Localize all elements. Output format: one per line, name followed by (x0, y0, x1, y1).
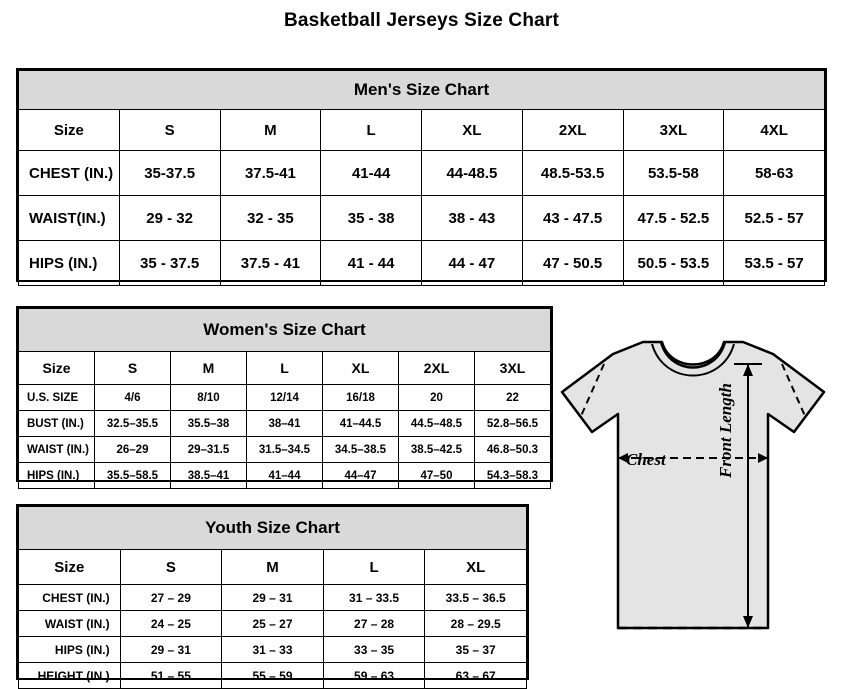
table-cell: 34.5–38.5 (323, 437, 399, 463)
column-header: S (119, 110, 220, 151)
table-cell: 38–41 (247, 411, 323, 437)
row-label: WAIST(IN.) (19, 196, 120, 241)
table-cell: 16/18 (323, 385, 399, 411)
column-header: M (171, 352, 247, 385)
table-cell: 37.5 - 41 (220, 241, 321, 286)
table-cell: 48.5-53.5 (522, 151, 623, 196)
table-cell: 44 - 47 (422, 241, 523, 286)
table-cell: 38.5–42.5 (399, 437, 475, 463)
row-label: HIPS (IN.) (19, 241, 120, 286)
column-header: L (321, 110, 422, 151)
table-cell: 25 – 27 (222, 611, 324, 637)
table-row (19, 411, 551, 437)
table-cell: 24 – 25 (120, 611, 222, 637)
column-header: XL (422, 110, 523, 151)
table-cell: 47–50 (399, 463, 475, 489)
table-cell: 4/6 (95, 385, 171, 411)
column-header: XL (323, 352, 399, 385)
table-cell: 35.5–58.5 (95, 463, 171, 489)
table-header-row (19, 352, 551, 385)
chest-label: Chest (626, 450, 666, 469)
table-cell: 37.5-41 (220, 151, 321, 196)
table-cell: 44-48.5 (422, 151, 523, 196)
row-label: WAIST (IN.) (19, 437, 95, 463)
table-row (19, 637, 527, 663)
table-cell: 32.5–35.5 (95, 411, 171, 437)
row-label: U.S. SIZE (19, 385, 95, 411)
table-caption-row (19, 507, 527, 550)
column-header: S (120, 550, 222, 585)
row-label: HEIGHT (IN.) (19, 663, 121, 689)
table-cell: 12/14 (247, 385, 323, 411)
mens-chart-title: Men's Size Chart (19, 71, 825, 110)
jersey-outline (562, 342, 824, 628)
table-row (19, 463, 551, 489)
table-cell: 35.5–38 (171, 411, 247, 437)
jersey-measurement-diagram (548, 328, 838, 678)
womens-size-table (18, 308, 551, 489)
column-header: 2XL (522, 110, 623, 151)
table-cell: 58-63 (724, 151, 825, 196)
table-cell: 44–47 (323, 463, 399, 489)
table-cell: 43 - 47.5 (522, 196, 623, 241)
table-cell: 26–29 (95, 437, 171, 463)
table-cell: 41 - 44 (321, 241, 422, 286)
table-row (19, 663, 527, 689)
table-cell: 38 - 43 (422, 196, 523, 241)
table-cell: 20 (399, 385, 475, 411)
table-cell: 29 - 32 (119, 196, 220, 241)
table-cell: 8/10 (171, 385, 247, 411)
mens-size-chart (16, 68, 827, 282)
row-label: CHEST (IN.) (19, 585, 121, 611)
table-cell: 35 - 37.5 (119, 241, 220, 286)
table-cell: 52.5 - 57 (724, 196, 825, 241)
column-header: 3XL (623, 110, 724, 151)
table-cell: 47 - 50.5 (522, 241, 623, 286)
table-row (19, 151, 825, 196)
table-caption-row (19, 309, 551, 352)
column-header: Size (19, 110, 120, 151)
youth-chart-title: Youth Size Chart (19, 507, 527, 550)
table-cell: 29 – 31 (120, 637, 222, 663)
row-label: WAIST (IN.) (19, 611, 121, 637)
table-cell: 55 – 59 (222, 663, 324, 689)
table-cell: 35 – 37 (425, 637, 527, 663)
column-header: M (220, 110, 321, 151)
table-cell: 31 – 33 (222, 637, 324, 663)
row-label: BUST (IN.) (19, 411, 95, 437)
column-header: L (323, 550, 425, 585)
column-header: S (95, 352, 171, 385)
table-header-row (19, 550, 527, 585)
table-cell: 51 – 55 (120, 663, 222, 689)
table-cell: 31 – 33.5 (323, 585, 425, 611)
column-header: Size (19, 352, 95, 385)
table-cell: 63 – 67 (425, 663, 527, 689)
table-cell: 53.5-58 (623, 151, 724, 196)
row-label: HIPS (IN.) (19, 463, 95, 489)
table-cell: 54.3–58.3 (475, 463, 551, 489)
row-label: HIPS (IN.) (19, 637, 121, 663)
table-cell: 59 – 63 (323, 663, 425, 689)
table-cell: 53.5 - 57 (724, 241, 825, 286)
jersey-shape-icon (548, 328, 838, 678)
table-cell: 41–44.5 (323, 411, 399, 437)
table-cell: 33 – 35 (323, 637, 425, 663)
youth-size-table (18, 506, 527, 689)
youth-size-chart (16, 504, 529, 683)
table-cell: 32 - 35 (220, 196, 321, 241)
table-cell: 29–31.5 (171, 437, 247, 463)
table-cell: 44.5–48.5 (399, 411, 475, 437)
table-cell: 28 – 29.5 (425, 611, 527, 637)
table-cell: 27 – 29 (120, 585, 222, 611)
table-row (19, 437, 551, 463)
womens-chart-title: Women's Size Chart (19, 309, 551, 352)
page-title: Basketball Jerseys Size Chart (283, 10, 560, 31)
table-cell: 35 - 38 (321, 196, 422, 241)
column-header: Size (19, 550, 121, 585)
table-cell: 52.8–56.5 (475, 411, 551, 437)
table-caption-row (19, 71, 825, 110)
column-header: M (222, 550, 324, 585)
table-row (19, 611, 527, 637)
column-header: XL (425, 550, 527, 585)
front-length-label: Front Length (716, 383, 735, 478)
column-header: 2XL (399, 352, 475, 385)
table-row (19, 196, 825, 241)
table-cell: 41-44 (321, 151, 422, 196)
mens-size-table (18, 70, 825, 286)
table-cell: 38.5–41 (171, 463, 247, 489)
table-cell: 22 (475, 385, 551, 411)
womens-size-chart (16, 306, 553, 482)
row-label: CHEST (IN.) (19, 151, 120, 196)
table-cell: 46.8–50.3 (475, 437, 551, 463)
table-cell: 33.5 – 36.5 (425, 585, 527, 611)
table-cell: 41–44 (247, 463, 323, 489)
table-header-row (19, 110, 825, 151)
table-cell: 50.5 - 53.5 (623, 241, 724, 286)
table-row (19, 241, 825, 286)
table-cell: 35-37.5 (119, 151, 220, 196)
table-row (19, 585, 527, 611)
column-header: 3XL (475, 352, 551, 385)
column-header: L (247, 352, 323, 385)
table-cell: 31.5–34.5 (247, 437, 323, 463)
table-cell: 29 – 31 (222, 585, 324, 611)
column-header: 4XL (724, 110, 825, 151)
table-cell: 47.5 - 52.5 (623, 196, 724, 241)
table-row (19, 385, 551, 411)
table-cell: 27 – 28 (323, 611, 425, 637)
